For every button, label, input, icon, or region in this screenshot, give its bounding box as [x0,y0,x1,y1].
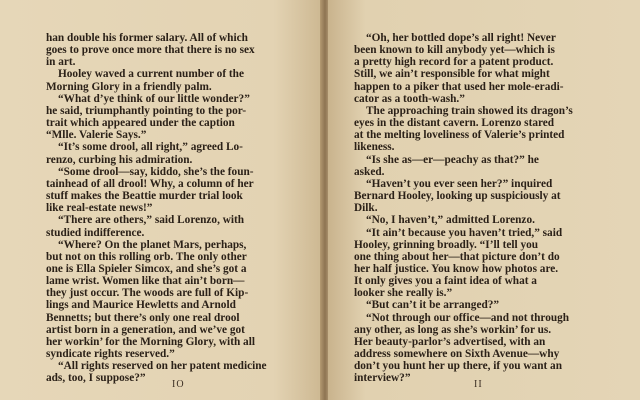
text-line: Morning Glory in a friendly palm. [46,80,212,93]
text-line: “No, I haven’t,” admitted Lorenzo. [366,214,535,227]
text-line: stuff makes the Beattie murder trial look [46,190,243,203]
text-line: Hooley waved a current number of the [58,68,244,81]
text-line: likeness. [354,141,395,154]
right-page-number: II [474,379,483,390]
text-line: Hooley, grinning broadly. “I’ll tell you [354,238,539,251]
text-line: at the melting loveliness of Valerie’s printed [354,129,565,142]
text-line: “Not through our office—and not through [366,311,570,324]
text-line: looker she really is.” [354,287,453,300]
text-line: like real-estate news!” [46,202,153,215]
text-line: been known to kill anybody yet—which is [354,44,555,57]
text-line: lings and Maurice Hewletts and Arnold [46,299,236,312]
text-line: a pretty high record for a patent product. [354,56,554,69]
text-line: lame wrist. Women like that ain’t born— [46,275,245,288]
text-line: any other, as long as she’s workin’ for us. [354,323,552,336]
text-line: Bernard Hooley, looking up suspiciously at [354,190,561,203]
text-line: cator as a tooth-wash.” [354,92,465,105]
text-line: “It’s some drool, all right,” agreed Lo- [58,141,243,154]
text-line: Her beauty-parlor’s advertised, with an [354,335,546,348]
text-line: Still, we ain’t responsible for what might [354,68,550,81]
text-line: her workin’ for the Morning Glory, with all [46,335,255,348]
text-line: eyes in the distant cavern. Lorenzo stared [354,117,555,130]
right-page-text [354,32,622,385]
text-line: “Oh, her bottled dope’s all right! Never [366,32,556,44]
text-line: “There are others,” said Lorenzo, with [58,214,245,227]
text-line: The approaching train showed its dragon’s [366,104,573,117]
text-line: he said, triumphantly pointing to the por- [46,104,247,117]
left-page-text [46,32,308,385]
text-line: studied indifference. [46,226,145,239]
text-line: artist born in a generation, and we’ve got [46,323,245,336]
text-line: in art. [46,56,76,69]
text-line: “Is she as—er—peachy as that?” he [366,153,539,166]
text-line: renzo, curbing his admiration. [46,153,193,166]
left-page-number: IO [172,379,185,390]
text-line: goes to prove once more that there is no sex [46,44,255,57]
right-page [328,0,640,400]
text-line: don’t you hunt her up there, if you want an [354,360,562,373]
text-line: interview?” [354,372,411,385]
text-line: one thing about her—that picture don’t do [354,250,560,263]
text-line: “All rights reserved on her patent medicine [58,360,267,373]
text-line: “What d’ye think of our little wonder?” [58,92,250,105]
text-line: “Mlle. Valerie Says.” [46,129,147,142]
text-line: Dilk. [354,202,378,215]
text-line: but not on this rolling orb. The only other [46,250,247,263]
text-line: “But can’t it be arranged?” [366,299,500,312]
text-line: Bennetts; but there’s only one real drool [46,311,240,324]
text-line: ads, too, I suppose?” [46,372,146,385]
text-line: tainhead of all drool! Why, a column of her [46,177,254,190]
text-line: syndicate rights reserved.” [46,348,175,361]
text-line: one is Ella Spieler Simcox, and she’s got a [46,262,247,275]
text-line: trait which appeared under the caption [46,117,235,130]
text-line: It only gives you a faint idea of what a [354,275,537,288]
text-line: address somewhere on Sixth Avenue—why [354,348,560,361]
text-line: asked. [354,165,385,178]
text-line: “Haven’t you ever seen her?” inquired [366,177,553,190]
text-line: her half justice. You know how photos are. [354,262,559,275]
text-line: they just occur. The woods are full of Kip- [46,287,249,300]
text-line: han double his former salary. All of which [46,32,248,44]
text-line: “Where? On the planet Mars, perhaps, [58,238,247,251]
text-line: “It ain’t because you haven’t tried,” said [366,226,563,239]
text-line: “Some drool—say, kiddo, she’s the foun- [58,165,254,178]
text-line: happen to a piker that used her mole-eradi- [354,80,564,93]
